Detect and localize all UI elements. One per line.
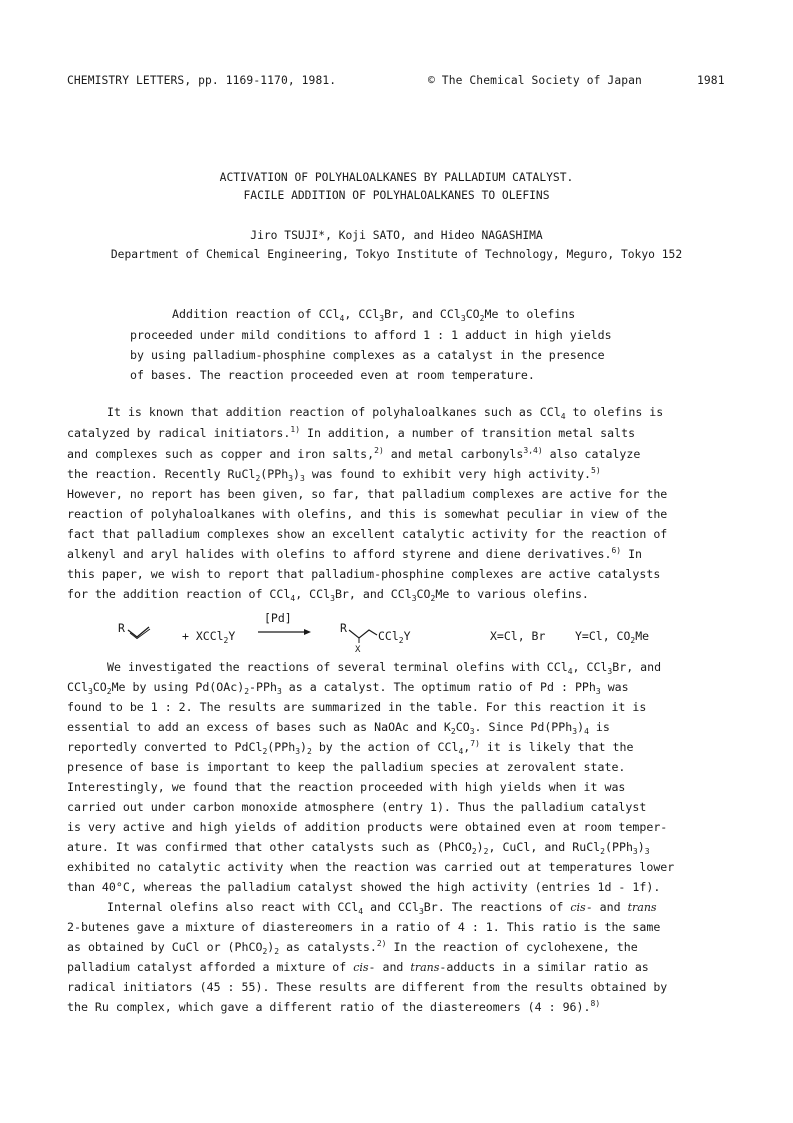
body-line: carried out under carbon monoxide atmosphere (entry 1). Thus the palladium catalyst	[67, 800, 647, 814]
product-x-label: X	[355, 645, 361, 655]
body-line: found to be 1 : 2. The results are summarized in the table. For this reaction it is	[67, 700, 647, 714]
body-line: reportedly converted to $PdCl_2(PPh_3)_2$ by the action of CCl$_4$,$^{7)}$ it is likely that the	[67, 739, 634, 756]
header-year: 1981	[697, 74, 725, 87]
paper-title-line-1: ACTIVATION OF POLYHALOALKANES BY PALLADIUM CATALYST.	[219, 171, 574, 184]
product-chain	[349, 630, 377, 638]
body-line: essential to add an excess of bases such as NaOAc and $K_2CO_3$. Since $Pd(PPh_3)_4$ is	[67, 720, 610, 736]
abstract-line: Addition reaction of CCl$_4$, CCl$_3$Br, and $CCl_3CO_2Me$ to olefins	[172, 307, 576, 323]
r-group-label: R	[118, 621, 125, 635]
citation-ref: 1)	[290, 425, 301, 434]
body-line: fact that palladium complexes show an excellent catalytic activity for the reaction of	[67, 527, 668, 541]
catalyst-label: [Pd]	[264, 611, 292, 625]
body-line: Internal olefins also react with CCl$_4$ and CCl$_3$Br. The reactions of cis- and trans	[107, 900, 657, 916]
citation-ref: 7)	[470, 739, 480, 748]
body-line: catalyzed by radical initiators.$^{1)}$ In addition, a number of transition metal salts	[67, 425, 636, 440]
author-list: Jiro TSUJI*, Koji SATO, and Hideo NAGASHIMA	[250, 229, 543, 242]
reaction-scheme-drawing	[118, 610, 678, 660]
copyright-notice: © The Chemical Society of Japan	[428, 74, 642, 87]
citation-ref: 8)	[590, 999, 601, 1008]
citation-ref: 6)	[611, 546, 622, 555]
body-line: It is known that addition reaction of polyhaloalkanes such as CCl$_4$ to olefins is	[107, 405, 664, 421]
body-line: than 40°C, whereas the palladium catalyst showed the high activity (entries 1d - 1f).	[67, 880, 661, 894]
body-line: the reaction. Recently $RuCl_2(PPh_3)_3$ was found to exhibit very high activity.$^{5)}$	[67, 466, 601, 483]
abstract-line: proceeded under mild conditions to afford 1 : 1 adduct in high yields	[130, 328, 612, 342]
body-line: ature. It was confirmed that other catalysts such as $(PhCO_2)_2$, CuCl, and $RuCl_2(PPh_3)_3$	[67, 840, 650, 856]
body-line: exhibited no catalytic activity when the reaction was carried out at temperatures lower	[67, 860, 675, 874]
body-line: reaction of polyhaloalkanes with olefins, and this is somewhat peculiar in view of the	[67, 507, 668, 521]
paper-title-line-2: FACILE ADDITION OF POLYHALOALKANES TO OLEFINS	[243, 189, 550, 202]
body-line: alkenyl and aryl halides with olefins to afford styrene and diene derivatives.$^{6)}$ In	[67, 546, 643, 561]
body-line: However, no report has been given, so far, that palladium complexes are active for the	[67, 487, 668, 501]
body-line: Interestingly, we found that the reaction proceeded with high yields when it was	[67, 780, 626, 794]
body-line: palladium catalyst afforded a mixture of cis- and trans-adducts in a similar ratio as	[67, 960, 649, 974]
body-line: for the addition reaction of CCl$_4$, CCl$_3$Br, and $CCl_3CO_2Me$ to various olefins.	[67, 587, 589, 603]
body-line: 2-butenes gave a mixture of diastereomers in a ratio of 4 : 1. This ratio is the same	[67, 920, 661, 934]
body-line: $CCl_3CO_2Me$ by using $Pd(OAc)_2-PPh_3$ as a catalyst. The optimum ratio of Pd : PPh$_3$ was	[67, 680, 629, 696]
arrow-head	[304, 629, 311, 635]
body-line: as obtained by CuCl or $(PhCO_2)_2$ as catalysts.$^{2)}$ In the reaction of cyclohexene, the	[67, 939, 638, 956]
body-line: radical initiators (45 : 55). These results are different from the results obtained by	[67, 980, 668, 994]
body-line: presence of base is important to keep the palladium species at zerovalent state.	[67, 760, 626, 774]
abstract-line: by using palladium-phosphine complexes as a catalyst in the presence	[130, 348, 605, 362]
condition-x: X=Cl, Br	[490, 629, 546, 643]
citation-ref: 2)	[376, 939, 387, 948]
reagent-formula: + XCCl$_2$Y	[182, 629, 236, 645]
affiliation: Department of Chemical Engineering, Tokyo Institute of Technology, Meguro, Tokyo 152	[110, 248, 683, 261]
citation-ref: 3,4)	[523, 446, 543, 455]
body-line: this paper, we wish to report that palladium-phosphine complexes are active catalysts	[67, 567, 661, 581]
body-line: the Ru complex, which gave a different ratio of the diastereomers (4 : 96).$^{8)}$	[67, 999, 601, 1014]
body-line: is very active and high yields of addition products were obtained even at room temper-	[67, 820, 668, 834]
condition-y: Y=Cl, $CO_2Me$	[575, 629, 650, 645]
citation-ref: 5)	[591, 466, 601, 475]
product-r-label: R	[340, 621, 347, 635]
product-formula: CCl$_2$Y	[378, 629, 411, 645]
citation-ref: 2)	[374, 446, 384, 455]
journal-citation: CHEMISTRY LETTERS, pp. 1169-1170, 1981.	[67, 74, 337, 87]
abstract-line: of bases. The reaction proceeded even at room temperature.	[130, 368, 535, 382]
body-line: and complexes such as copper and iron salts,$^{2)}$ and metal carbonyls$^{3,4)}$ also catalyze	[67, 446, 641, 461]
body-line: We investigated the reactions of several terminal olefins with CCl$_4$, CCl$_3$Br, and	[107, 660, 662, 676]
